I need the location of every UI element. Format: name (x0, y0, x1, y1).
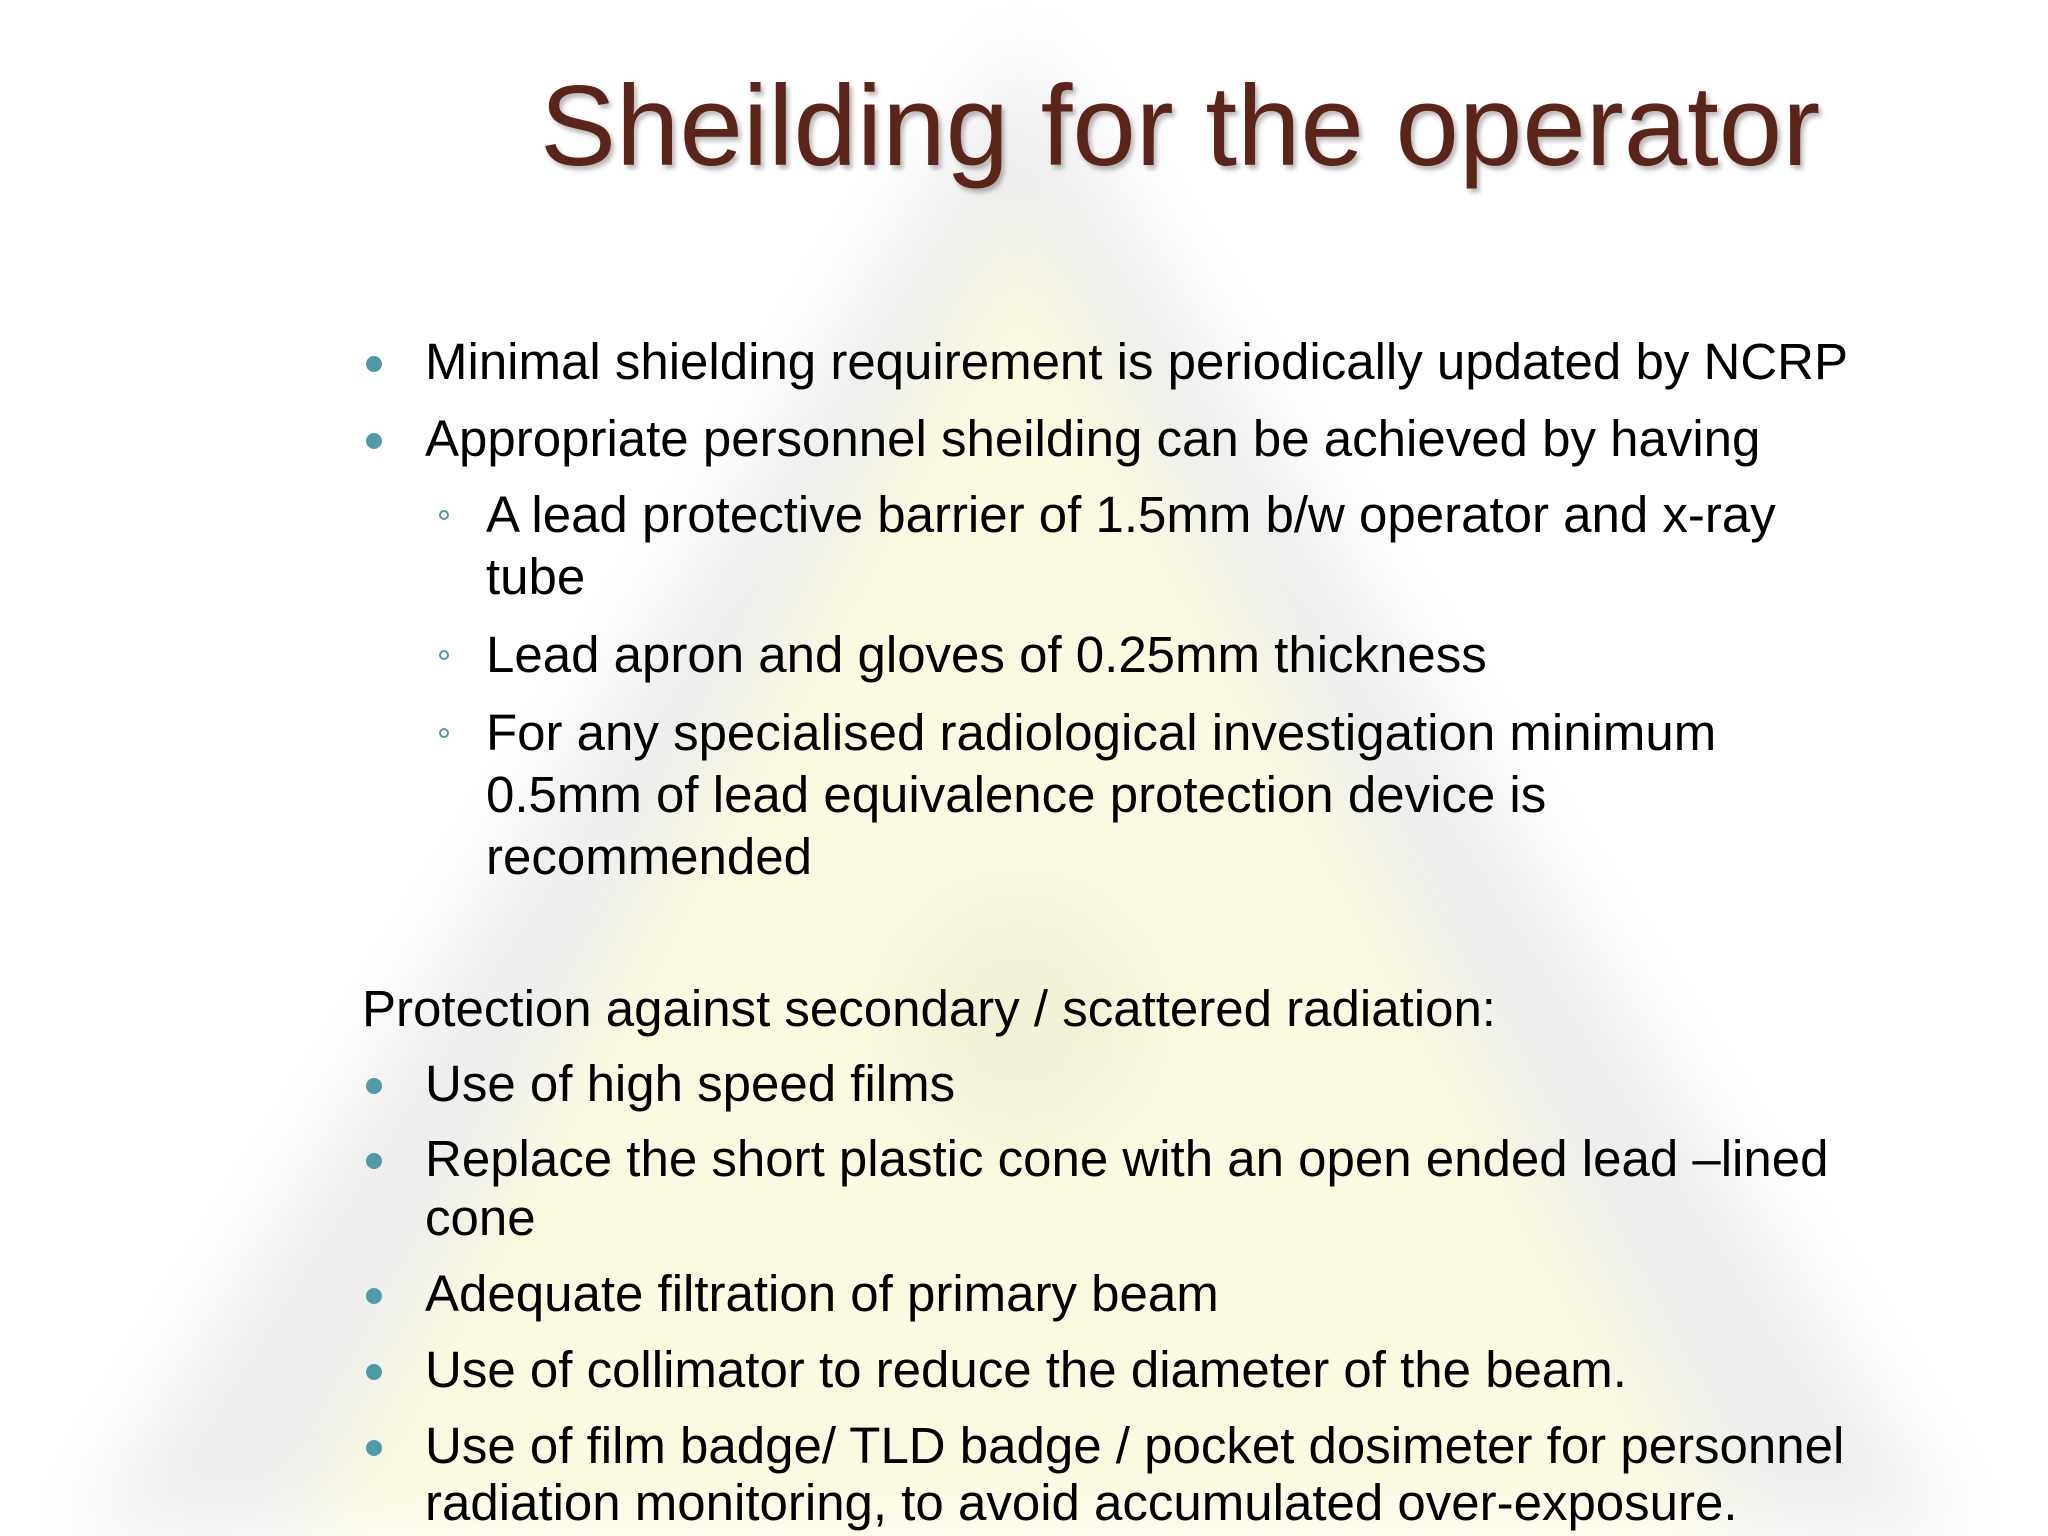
sub-bullet-text: For any specialised radiological investigation minimum (486, 704, 1717, 761)
bullet-text: Use of high speed films (425, 1055, 956, 1112)
bullet-marker (366, 1153, 382, 1169)
sub-bullet-text: tube (486, 548, 586, 605)
bullet-marker (366, 1364, 382, 1380)
sub-bullet-marker (439, 650, 449, 660)
bullet-marker (366, 1078, 382, 1094)
bullet-text: Replace the short plastic cone with an open ended lead –lined (425, 1130, 1829, 1187)
bullet-marker (366, 1440, 382, 1456)
bullet-text: Adequate filtration of primary beam (425, 1265, 1219, 1322)
sub-bullet-marker (439, 510, 449, 520)
bullet-text: cone (425, 1189, 536, 1246)
bullet-text: radiation monitoring, to avoid accumulated over-exposure. (425, 1474, 1738, 1531)
bullet-text: Use of collimator to reduce the diameter of the beam. (425, 1341, 1627, 1398)
bullet-text: Appropriate personnel sheilding can be achieved by having (425, 410, 1761, 467)
slide-title: Sheilding for the operator (540, 63, 1821, 190)
sub-bullet-text: recommended (486, 828, 812, 885)
sub-bullet-marker (439, 728, 449, 738)
bullet-marker (366, 433, 382, 449)
sub-bullet-text: 0.5mm of lead equivalence protection device is (486, 766, 1547, 823)
section-heading: Protection against secondary / scattered radiation: (362, 980, 1496, 1037)
sub-bullet-text: Lead apron and gloves of 0.25mm thickness (486, 626, 1487, 683)
bullet-marker (366, 356, 382, 372)
bullet-text: Minimal shielding requirement is periodically updated by NCRP (425, 333, 1848, 390)
sub-bullet-text: A lead protective barrier of 1.5mm b/w operator and x-ray (486, 486, 1776, 543)
bullet-marker (366, 1288, 382, 1304)
bullet-text: Use of film badge/ TLD badge / pocket dosimeter for personnel (425, 1417, 1845, 1474)
